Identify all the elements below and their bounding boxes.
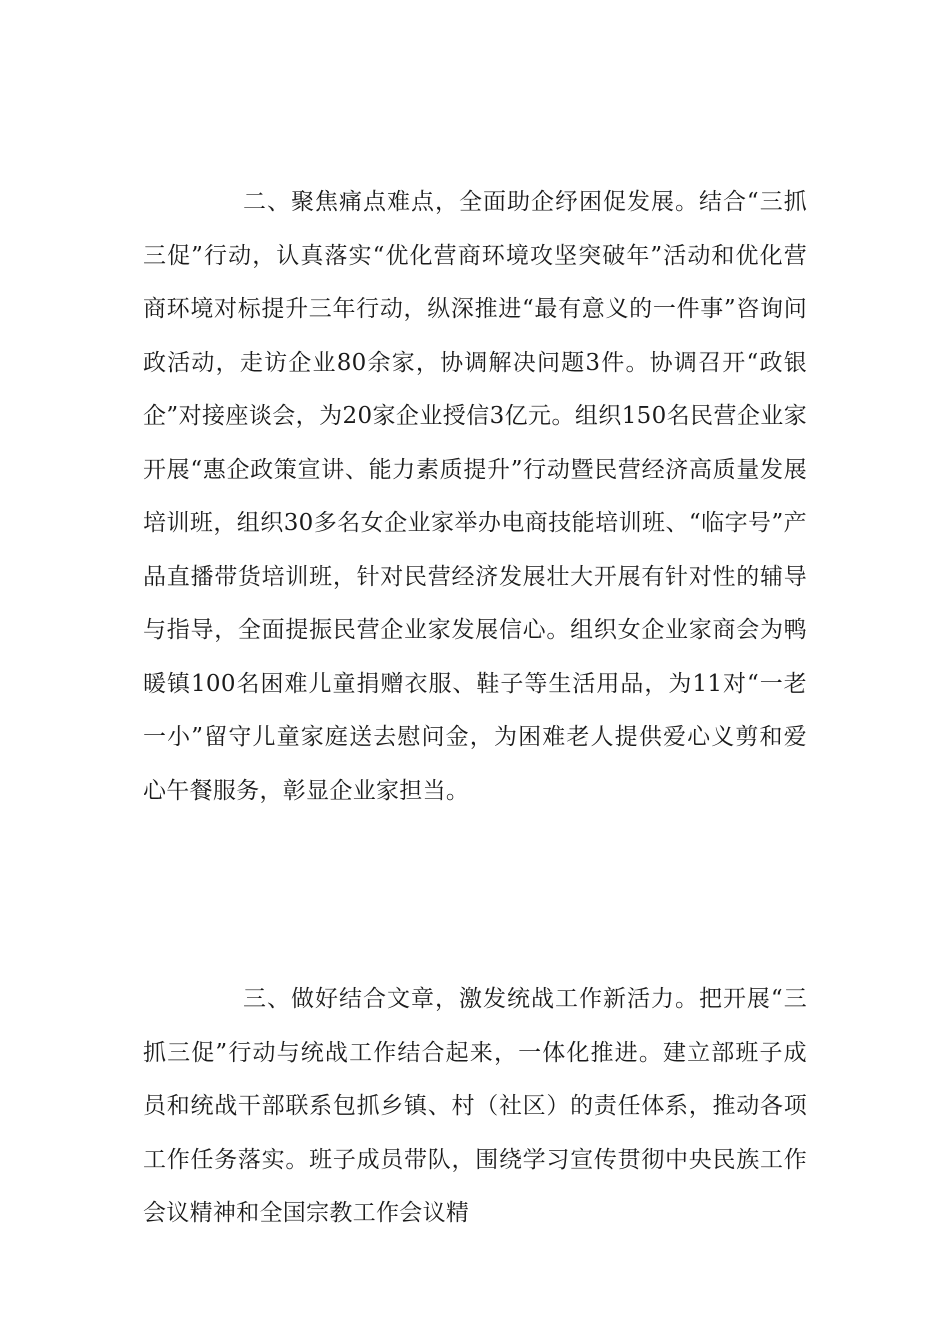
paragraph-section-two: 二、聚焦痛点难点，全面助企纾困促发展。结合“三抓三促”行动，认真落实“优化营商环境攻坚突破年”活动和优化营商环境对标提升三年行动，纵深推进“最有意义的一件事”咨询问政活动，走访企业80余家，协调解决问题3件。协调召开“政银企”对接座谈会，为20家企业授信3亿元。组织150名民营企业家开展“惠企政策宣讲、能力素质提升”行动暨民营经济高质量发展培训班，组织30多名女企业家举办电商技能培训班、“临字号”产品直播带货培训班，针对民营经济发展壮大开展有针对性的辅导与指导，全面提振民营企业家发展信心。组织女企业家商会为鸭暖镇100名困难儿童捐赠衣服、鞋子等生活用品，为11对“一老一小”留守儿童家庭送去慰问金，为困难老人提供爱心义剪和爱心午餐服务，彰显企业家担当。: [143, 189, 807, 804]
paragraph-section-three: 三、做好结合文章，激发统战工作新活力。把开展“三抓三促”行动与统战工作结合起来，一体化推进。建立部班子成员和统战干部联系包抓乡镇、村（社区）的责任体系，推动各项工作任务落实。班子成员带队，围绕学习宣传贯彻中央民族工作会议精神和全国宗教工作会议精: [143, 986, 807, 1226]
